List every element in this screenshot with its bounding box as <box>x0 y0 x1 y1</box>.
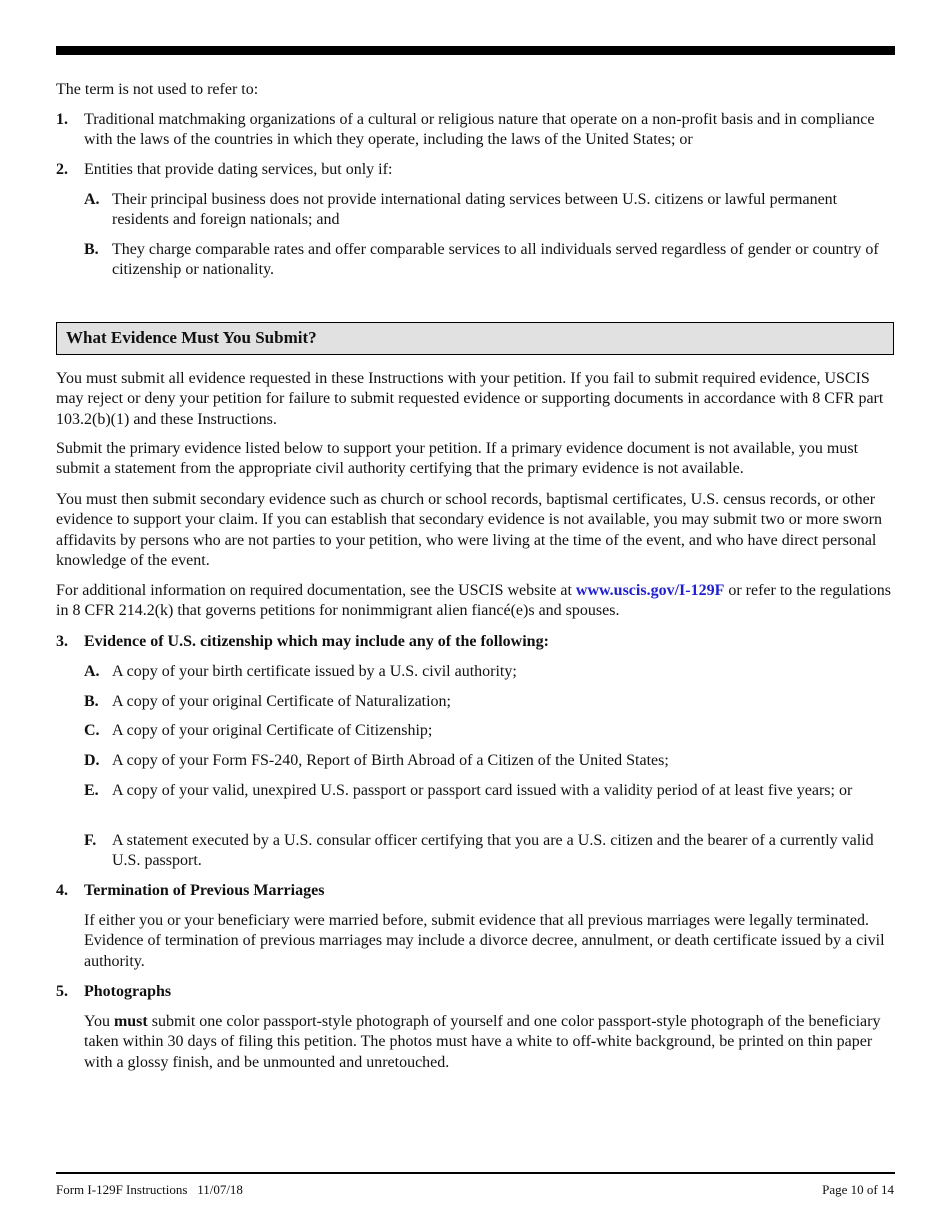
evidence-item-f <box>84 831 894 872</box>
paragraph-4 <box>56 581 894 622</box>
item-label: E. <box>84 782 99 799</box>
para-text: For additional information on required documentation, see the USCIS website at <box>56 582 576 599</box>
item-label: A. <box>84 663 100 680</box>
evidence-item-b <box>84 692 894 712</box>
item-title: Evidence of U.S. citizenship which may include any of the following: <box>84 633 549 650</box>
para-text: or refer to the regulations in 8 CFR 214.2(k) that governs petitions for nonimmigrant alien fiancé(e)s and spouses. <box>56 582 891 620</box>
item-label: 1. <box>56 111 68 128</box>
paragraph-1: You must submit all evidence requested in these Instructions with your petition. If you fail to submit required evidence, USCIS may reject or deny your petition for failure to submit requested evidence or supporting documents in accordance with 8 CFR part 103.2(b)(1) and these Instructions. <box>56 370 884 428</box>
item-4-text: If either you or your beneficiary were married before, submit evidence that all previous marriages were legally terminated. Evidence of termination of previous marriages may include a divorce decree, annulment, or death certificate issued by a civil authority. <box>84 912 885 970</box>
item-text: A copy of your Form FS-240, Report of Birth Abroad of a Citizen of the United States; <box>112 752 669 769</box>
item-4-heading <box>56 881 894 901</box>
top-rule <box>56 46 895 55</box>
uscis-link[interactable]: www.uscis.gov/I-129F <box>575 582 725 599</box>
section-heading: What Evidence Must You Submit? <box>66 328 317 347</box>
item-label: F. <box>84 832 97 849</box>
item-text: A statement executed by a U.S. consular officer certifying that you are a U.S. citizen and the bearer of a currently valid U.S. passport. <box>112 832 874 870</box>
item-5-text <box>84 1012 894 1073</box>
item-text: A copy of your original Certificate of Citizenship; <box>112 722 433 739</box>
item-label: 4. <box>56 882 68 899</box>
item-text-emphasis: must <box>113 1013 148 1030</box>
list-item-2 <box>56 160 894 180</box>
item-label: B. <box>84 693 99 710</box>
item-label: D. <box>84 752 100 769</box>
item-text: submit one color passport-style photograph of yourself and one color passport-style photograph of the beneficiary taken within 30 days of filing this petition. The photos must have a white to off-white background, be printed on thin paper with a glossy finish, and be unmounted and unretouched. <box>84 1013 881 1071</box>
item-label: 5. <box>56 983 68 1000</box>
list-subitem-b <box>84 240 894 281</box>
item-3-heading <box>56 632 894 652</box>
list-subitem-a <box>84 190 894 231</box>
list-item-1 <box>56 110 894 151</box>
evidence-item-e <box>84 781 894 801</box>
footer-rule <box>56 1172 895 1174</box>
intro-text: The term is not used to refer to: <box>56 81 259 98</box>
paragraph-2: Submit the primary evidence listed below to support your petition. If a primary evidence document is not available, you must submit a statement from the appropriate civil authority certifying that the primary evidence is not available. <box>56 440 859 478</box>
item-text: They charge comparable rates and offer comparable services to all individuals served regardless of gender or country of citizenship or nationality. <box>112 241 879 279</box>
footer-form-name: Form I-129F Instructions 11/07/18 <box>56 1182 243 1197</box>
item-text: A copy of your birth certificate issued by a U.S. civil authority; <box>112 663 517 680</box>
item-label: C. <box>84 722 100 739</box>
item-label: B. <box>84 241 99 258</box>
item-text: You <box>84 1013 114 1030</box>
item-label: A. <box>84 191 100 208</box>
footer-page-number: Page 10 of 14 <box>822 1182 894 1197</box>
item-text: Traditional matchmaking organizations of a cultural or religious nature that operate on a non-profit basis and in compliance with the laws of the countries in which they operate, including the laws of the United States; or <box>84 111 875 149</box>
item-title: Photographs <box>84 983 172 1000</box>
item-text: Their principal business does not provide international dating services between U.S. citizens or lawful permanent residents and foreign nationals; and <box>112 191 838 229</box>
evidence-item-a <box>84 662 894 682</box>
evidence-item-c <box>84 721 894 741</box>
item-label: 2. <box>56 161 68 178</box>
item-text: A copy of your valid, unexpired U.S. passport or passport card issued with a validity period of at least five years; or <box>112 782 853 799</box>
evidence-item-d <box>84 751 894 771</box>
item-text: Entities that provide dating services, but only if: <box>84 161 393 178</box>
item-title: Termination of Previous Marriages <box>84 882 325 899</box>
item-label: 3. <box>56 633 68 650</box>
paragraph-3: You must then submit secondary evidence such as church or school records, baptismal certificates, U.S. census records, or other evidence to support your claim. If you can establish that secondary evidence is not available, you may submit two or more sworn affidavits by persons who are not parties to your petition, who were living at the time of the event, and who have direct personal knowledge of the event. <box>56 491 882 569</box>
item-5-heading <box>56 982 894 1002</box>
item-text: A copy of your original Certificate of Naturalization; <box>112 693 451 710</box>
section-heading-box <box>56 322 894 355</box>
